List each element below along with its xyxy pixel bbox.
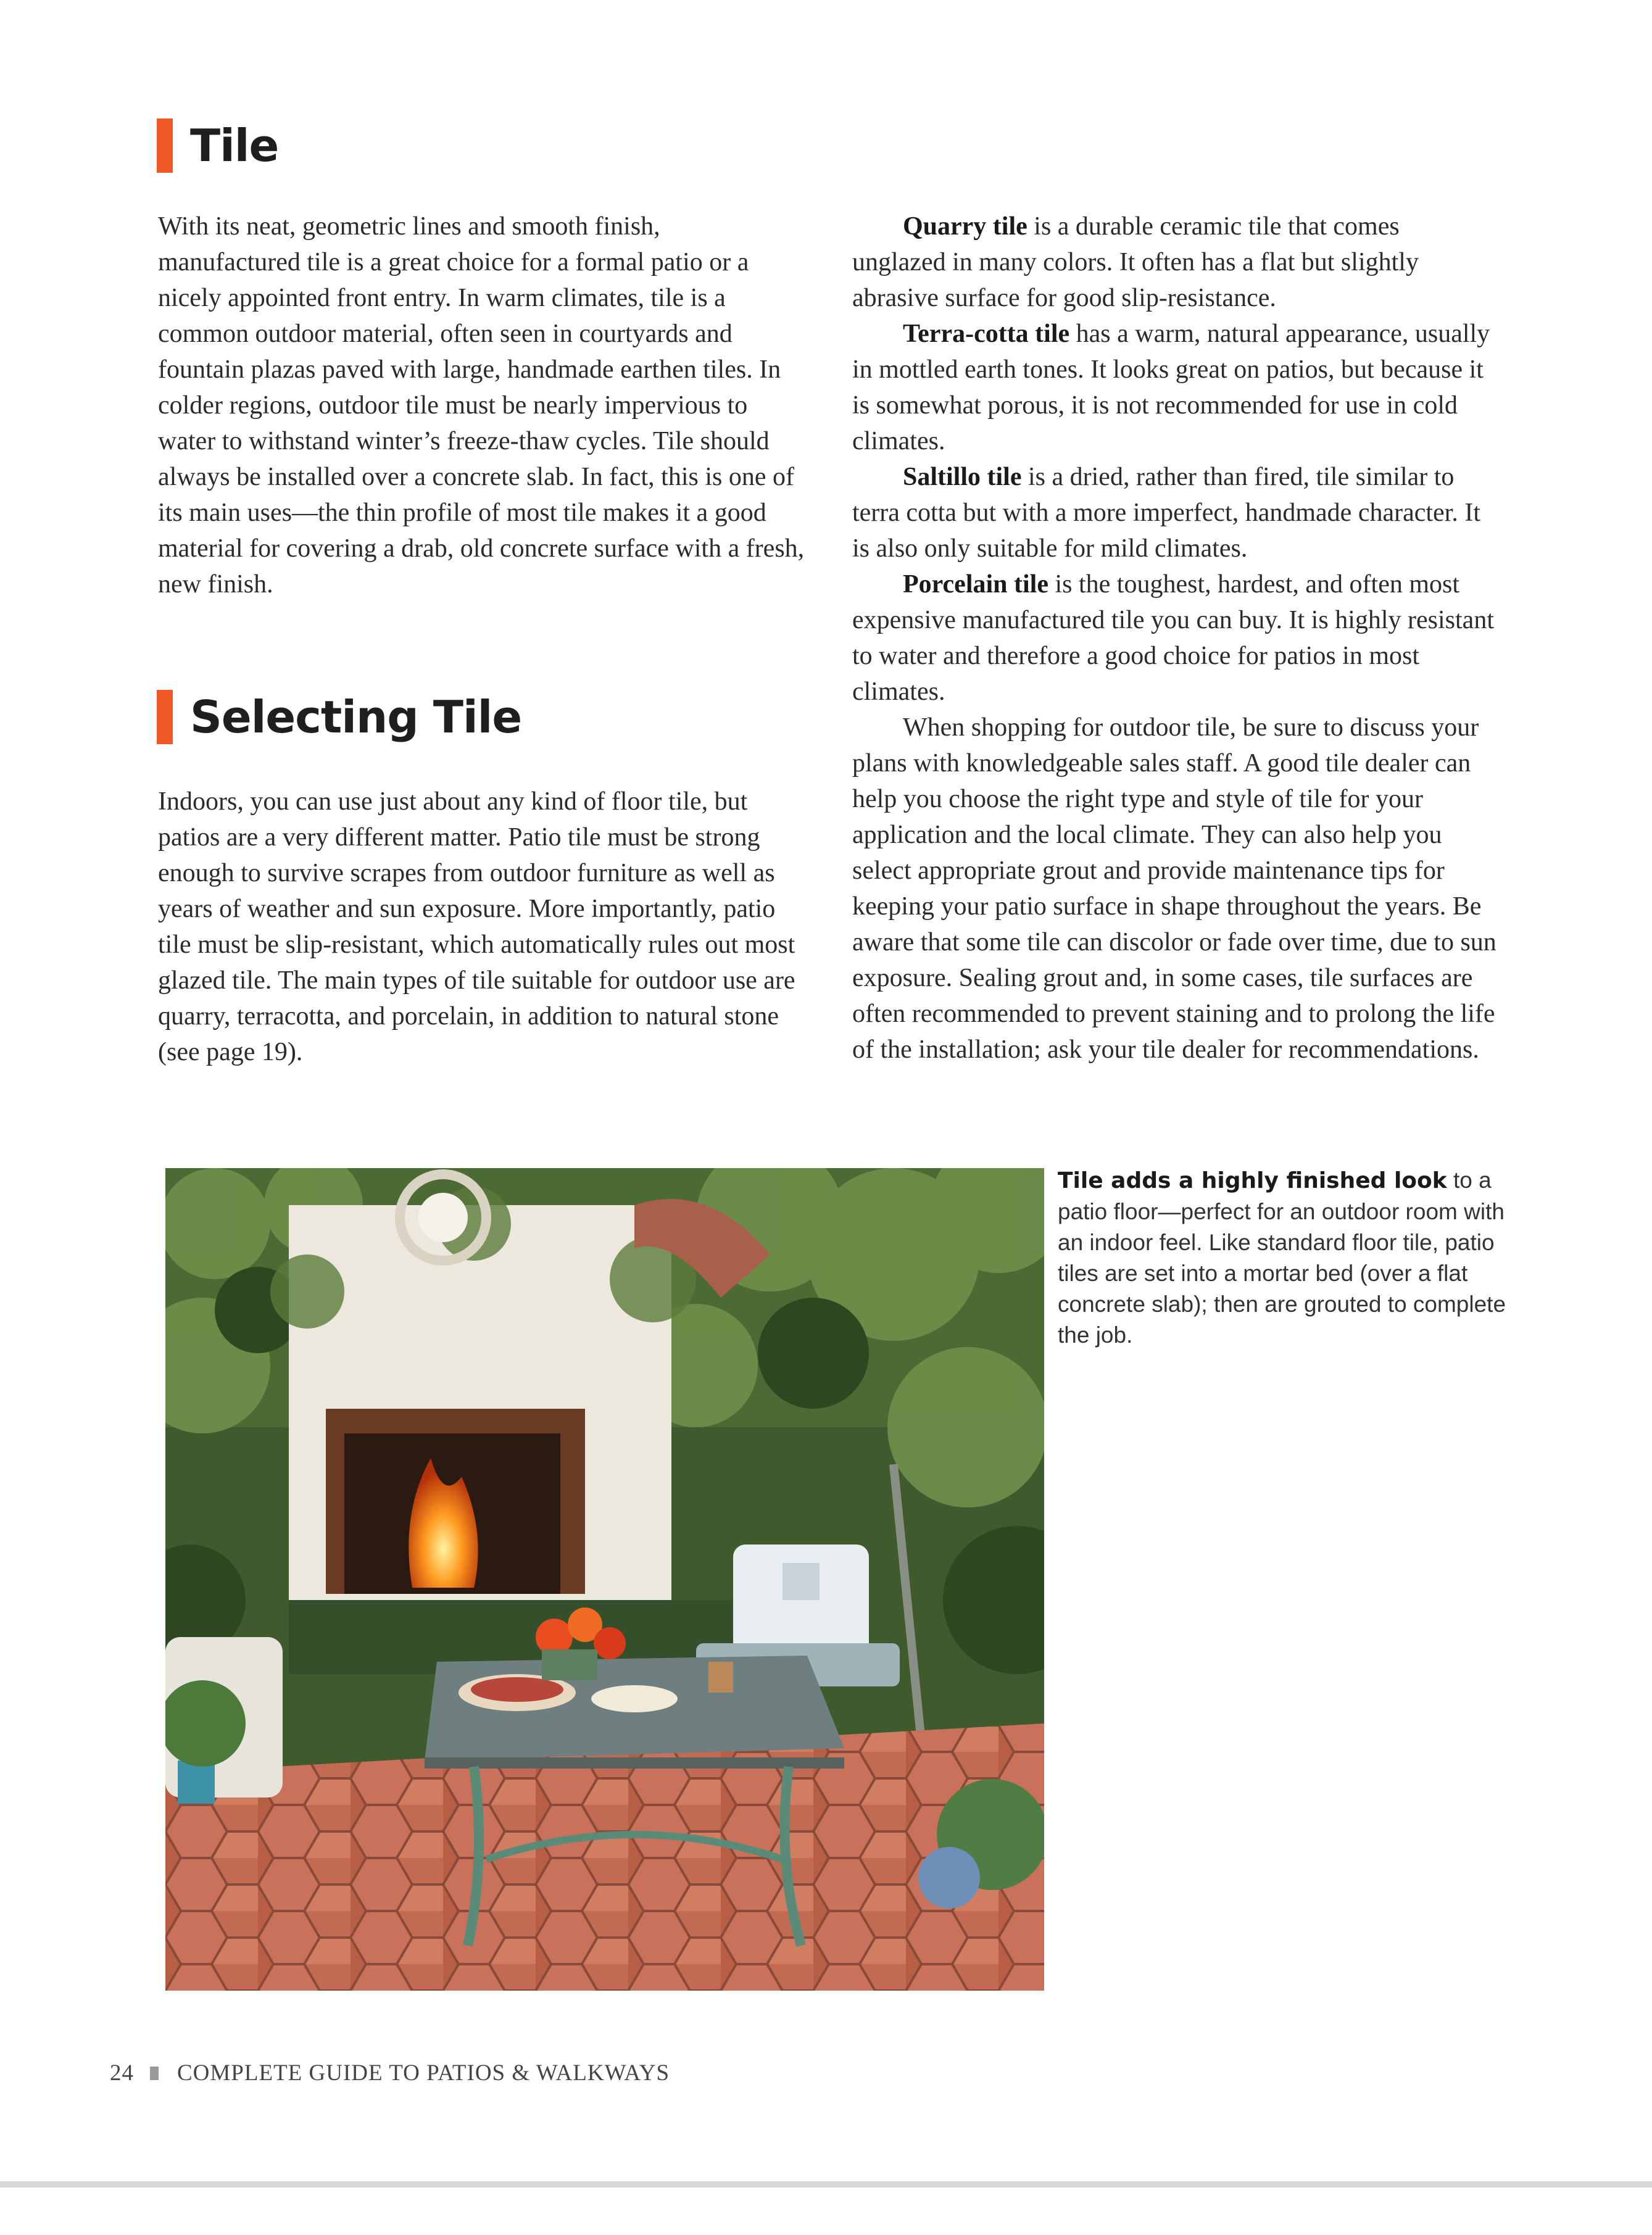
porcelain-paragraph bbox=[852, 566, 1498, 710]
bottom-rule bbox=[0, 2181, 1652, 2187]
heading-tile bbox=[157, 118, 278, 173]
heading-accent-bar bbox=[157, 118, 173, 173]
porcelain-term: Porcelain tile bbox=[903, 570, 1048, 599]
saltillo-paragraph bbox=[852, 459, 1498, 566]
book-title: COMPLETE GUIDE TO PATIOS & WALKWAYS bbox=[177, 2060, 670, 2086]
intro-text: With its neat, geometric lines and smooth finish, manufactured tile is a great choice for a formal patio or a nicely appointed front entry. In warm climates, tile is a common outdoor material, often seen in courtyards and fountain plazas paved with large, handmade earthen tiles. In colder regions, outdoor tile must be nearly impervious to water to withstand winter’s freeze-thaw cycles. Tile should always be installed over a concrete slab. In fact, this is one of its main uses—the thin profile of most tile makes it a good material for covering a drab, old concrete surface with a fresh, new finish. bbox=[158, 212, 805, 599]
quarry-paragraph bbox=[852, 209, 1498, 316]
terracotta-paragraph bbox=[852, 316, 1498, 459]
terracotta-text: has a warm, natural appearance, usually in mottled earth tones. It looks great on patios, but because it is somewhat porous, it is not recommended for use in cold climates. bbox=[852, 320, 1490, 455]
quarry-text: is a durable ceramic tile that comes unglazed in many colors. It often has a flat but slightly abrasive surface for good slip-resistance. bbox=[852, 212, 1419, 312]
heading-accent-bar bbox=[157, 690, 173, 744]
terracotta-term: Terra-cotta tile bbox=[903, 320, 1070, 348]
heading-tile-text: Tile bbox=[190, 120, 279, 172]
caption-text: to a patio floor—perfect for an outdoor room with an indoor feel. Like standard floor tile, patio tiles are set into a mortar bed (over a flat concrete slab); then are grouted to complete the job. bbox=[1058, 1167, 1506, 1348]
saltillo-term: Saltillo tile bbox=[903, 463, 1022, 491]
heading-selecting-tile bbox=[157, 690, 521, 744]
caption-lead: Tile adds a highly finished look bbox=[1058, 1168, 1447, 1193]
patio-photo bbox=[165, 1168, 1044, 1991]
photo-caption bbox=[1058, 1165, 1514, 1351]
selecting-text: Indoors, you can use just about any kind of floor tile, but patios are a very different matter. Patio tile must be strong enough to survive scrapes from outdoor furniture as well as years of weather and sun exposure. More importantly, patio tile must be slip-resistant, which automatically rules out most glazed tile. The main types of tile suitable for outdoor use are quarry, terracotta, and porcelain, in addition to natural stone (see page 19). bbox=[158, 787, 795, 1066]
footer-square-icon bbox=[150, 2067, 159, 2080]
patio-illustration bbox=[165, 1168, 1044, 1991]
porcelain-text: is the toughest, hardest, and often most expensive manufactured tile you can buy. It is highly resistant to water and therefore a good choice for patios in most climates. bbox=[852, 570, 1494, 706]
heading-selecting-text: Selecting Tile bbox=[190, 691, 522, 743]
saltillo-text: is a dried, rather than fired, tile similar to terra cotta but with a more imperfect, handmade character. It is also only suitable for mild climates. bbox=[852, 463, 1481, 563]
page-footer bbox=[110, 2060, 670, 2086]
left-selecting-paragraph bbox=[158, 784, 808, 1070]
left-intro-paragraph bbox=[158, 209, 808, 602]
shopping-paragraph: When shopping for outdoor tile, be sure to discuss your plans with knowledgeable sales staff. A good tile dealer can help you choose the right type and style of tile for your application and the local climate. They can also help you select appropriate grout and provide maintenance tips for keeping your patio surface in shape throughout the years. Be aware that some tile can discolor or fade over time, due to sun exposure. Sealing grout and, in some cases, tile surfaces are often recommended to prevent staining and to prolong the life of the installation; ask your tile dealer for recommendations. bbox=[852, 713, 1496, 1064]
right-column bbox=[852, 209, 1498, 1068]
quarry-term: Quarry tile bbox=[903, 212, 1027, 241]
page-number: 24 bbox=[110, 2060, 134, 2086]
